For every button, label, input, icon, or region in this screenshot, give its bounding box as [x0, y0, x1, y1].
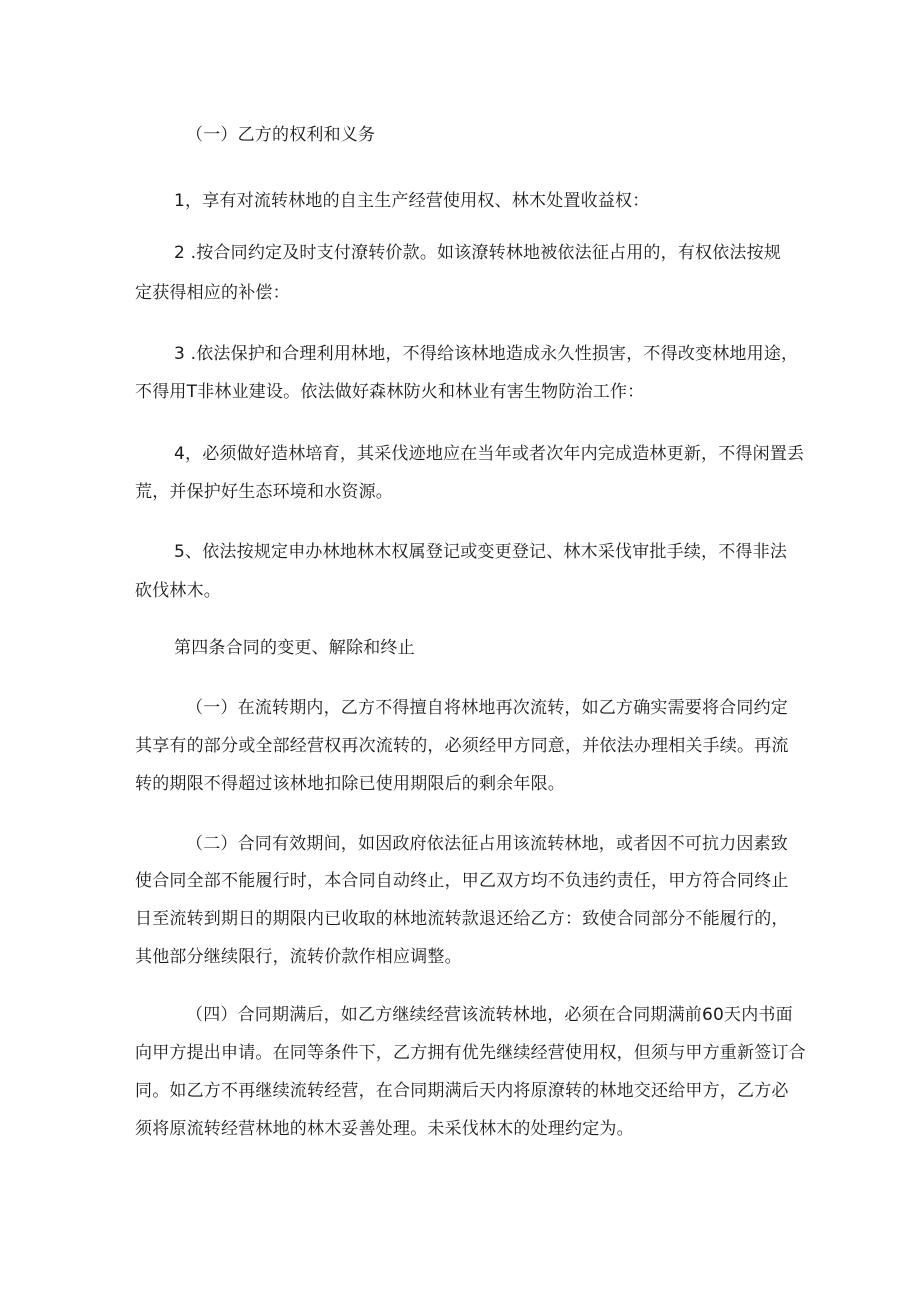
clause-3-line-2: 向甲方提出申请。在同等条件下，乙方拥有优先继续经营使用权，但须与甲方重新签订合	[135, 1043, 806, 1063]
clause-3-line-1: （四）合同期满后，如乙方继续经营该流转林地，必须在合同期满前60天内书面	[186, 1005, 793, 1025]
item-3-line-2: 不得用T非林业建设。依法做好森林防火和林业有害生物防治工作：	[135, 382, 645, 402]
clause-3-line-4: 须将原流转经营林地的林木妥善处理。未采伐林木的处理约定为。	[135, 1119, 634, 1139]
clause-3-line-3: 同。如乙方不再继续流转经营，在合同期满后天内将原潦转的林地交还给甲方，乙方必	[135, 1081, 789, 1101]
item-1-line-1: 1，享有对流转林地的自主生产经营使用权、林木处置收益权：	[174, 191, 650, 211]
clause-2-line-1: （二）合同有效期间，如因政府依法征占用该流转林地，或者因不可抗力因素致	[186, 834, 788, 854]
item-4-line-1: 4，必须做好造林培育，其采伐迹地应在当年或者次年内完成造林更新，不得闲置丢	[174, 444, 805, 464]
item-2-line-1: 2 .按合同约定及时支付潦转价款。如该潦转林地被依法征占用的，有权依法按规	[174, 243, 782, 263]
clause-2-line-2: 使合同全部不能履行时，本合同自动终止，甲乙双方均不负违约责任，甲方符合同终止	[135, 871, 789, 891]
clause-2-line-4: 其他部分继续限行，流转价款作相应调整。	[135, 947, 462, 967]
section-heading: （一）乙方的权利和义务	[186, 125, 376, 145]
clause-1-line-2: 其享有的部分或全部经营权再次流转的，必须经甲方同意，并依法办理相关手续。再流	[135, 736, 789, 756]
item-3-line-1: 3 .依法保护和合理利用林地，不得给该林地造成永久性损害，不得改变林地用途，	[174, 344, 799, 364]
item-5-line-1: 5、依法按规定申办林地林木权属登记或变更登记、林木采伐审批手续，不得非法	[174, 542, 788, 562]
clause-1-line-3: 转的期限不得超过该林地扣除已使用期限后的剩余年限。	[135, 774, 565, 794]
item-4-line-2: 荒，并保护好生态环境和水资源。	[135, 482, 393, 502]
article-heading: 第四条合同的变更、解除和终止	[174, 638, 415, 658]
clause-2-line-3: 日至流转到期日的期限内已收取的林地流转款退还给乙方：致使合同部分不能履行的，	[135, 909, 789, 929]
clause-1-line-1: （一）在流转期内，乙方不得擅自将林地再次流转，如乙方确实需要将合同约定	[186, 698, 788, 718]
item-2-line-2: 定获得相应的补偿：	[135, 283, 290, 303]
item-5-line-2: 砍伐林木。	[135, 581, 221, 601]
